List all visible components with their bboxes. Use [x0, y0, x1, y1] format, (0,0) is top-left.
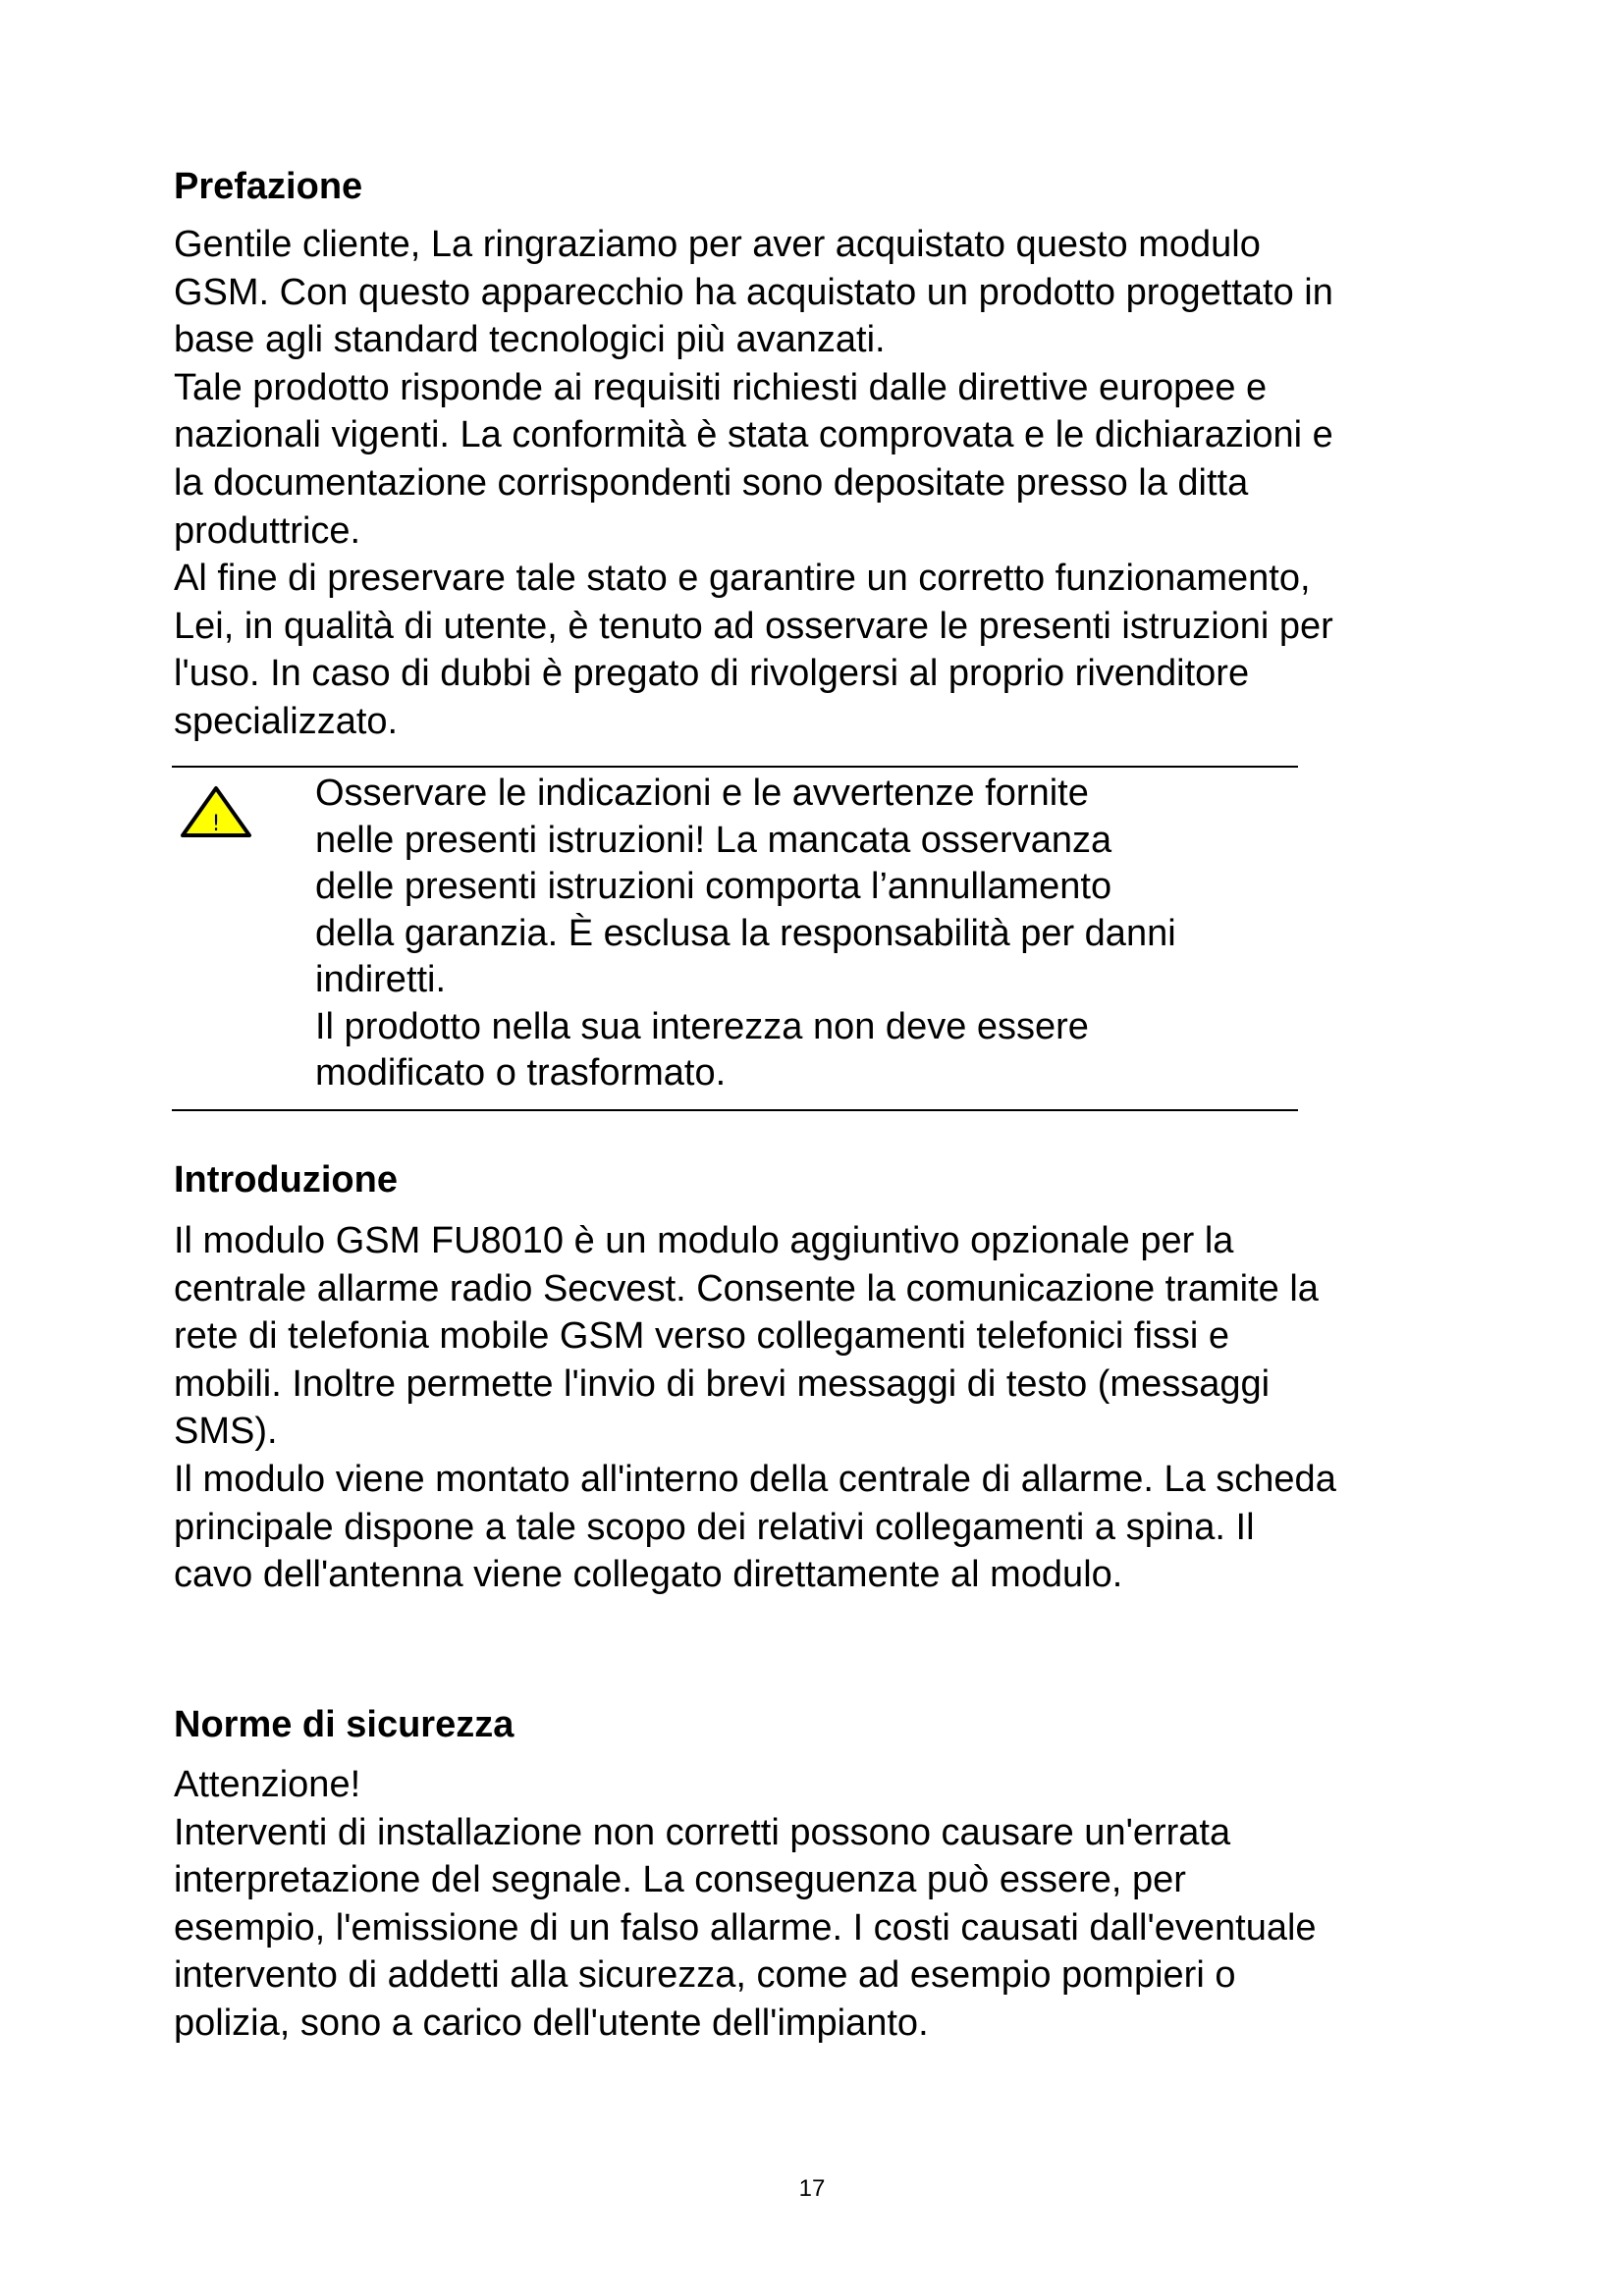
- text-line: Lei, in qualità di utente, è tenuto ad osservare le presenti istruzioni per: [174, 605, 1333, 647]
- prefazione-body: [174, 221, 1480, 746]
- text-line: nazionali vigenti. La conformità è stata comprovata e le dichiarazioni e: [174, 414, 1333, 456]
- text-line: Attenzione!: [174, 1764, 361, 1805]
- section-heading-introduzione: Introduzione: [174, 1159, 398, 1201]
- text-line: Tale prodotto risponde ai requisiti richiesti dalle direttive europee e: [174, 366, 1268, 408]
- introduzione-body: [174, 1217, 1480, 1599]
- warning-exclamation: !: [211, 812, 221, 836]
- warning-line: delle presenti istruzioni comporta l’annullamento: [315, 866, 1112, 907]
- warning-bottom-rule: [172, 1109, 1298, 1111]
- text-line: specializzato.: [174, 700, 399, 742]
- text-line: rete di telefonia mobile GSM verso collegamenti telefonici fissi e: [174, 1315, 1230, 1358]
- warning-line: nelle presenti istruzioni! La mancata osservanza: [315, 819, 1112, 861]
- warning-top-rule: [172, 766, 1298, 768]
- text-line: interpretazione del segnale. La conseguenza può essere, per: [174, 1859, 1186, 1901]
- warning-line: Il prodotto nella sua interezza non deve essere: [315, 1005, 1089, 1047]
- warning-line: della garanzia. È esclusa la responsabilità per danni: [315, 912, 1176, 954]
- text-line: Al fine di preservare tale stato e garantire un corretto funzionamento,: [174, 558, 1311, 600]
- warning-line: modificato o trasformato.: [315, 1052, 727, 1094]
- text-line: Il modulo viene montato all'interno della centrale di allarme. La scheda: [174, 1458, 1336, 1500]
- text-line: la documentazione corrispondenti sono depositate presso la ditta: [174, 461, 1249, 504]
- warning-line: Osservare le indicazioni e le avvertenze fornite: [315, 773, 1089, 814]
- text-line: Interventi di installazione non corretti possono causare un'errata: [174, 1811, 1231, 1853]
- text-line: produttrice.: [174, 509, 361, 552]
- warning-triangle-icon: [179, 784, 253, 839]
- page-number: 17: [798, 2175, 826, 2202]
- text-line: Il modulo GSM FU8010 è un modulo aggiuntivo opzionale per la: [174, 1220, 1234, 1261]
- norme-body: [174, 1761, 1480, 2048]
- text-line: esempio, l'emissione di un falso allarme. I costi causati dall'eventuale: [174, 1906, 1317, 1949]
- text-line: principale dispone a tale scopo dei relativi collegamenti a spina. Il: [174, 1506, 1255, 1548]
- section-heading-norme-di-sicurezza: Norme di sicurezza: [174, 1704, 514, 1745]
- text-line: l'uso. In caso di dubbi è pregato di rivolgersi al proprio rivenditore: [174, 653, 1250, 695]
- text-line: GSM. Con questo apparecchio ha acquistato un prodotto progettato in: [174, 271, 1333, 313]
- text-line: base agli standard tecnologici più avanzati.: [174, 319, 886, 361]
- text-line: SMS).: [174, 1411, 278, 1453]
- text-line: cavo dell'antenna viene collegato direttamente al modulo.: [174, 1554, 1123, 1596]
- text-line: polizia, sono a carico dell'utente dell'impianto.: [174, 2002, 929, 2044]
- text-line: Gentile cliente, La ringraziamo per aver acquistato questo modulo: [174, 224, 1261, 265]
- text-line: intervento di addetti alla sicurezza, come ad esempio pompieri o: [174, 1954, 1236, 1997]
- section-heading-prefazione: Prefazione: [174, 166, 363, 207]
- text-line: mobili. Inoltre permette l'invio di brevi messaggi di testo (messaggi: [174, 1362, 1271, 1405]
- warning-text: [315, 771, 1297, 1097]
- warning-line: indiretti.: [315, 959, 447, 1000]
- text-line: centrale allarme radio Secvest. Consente la comunicazione tramite la: [174, 1267, 1319, 1309]
